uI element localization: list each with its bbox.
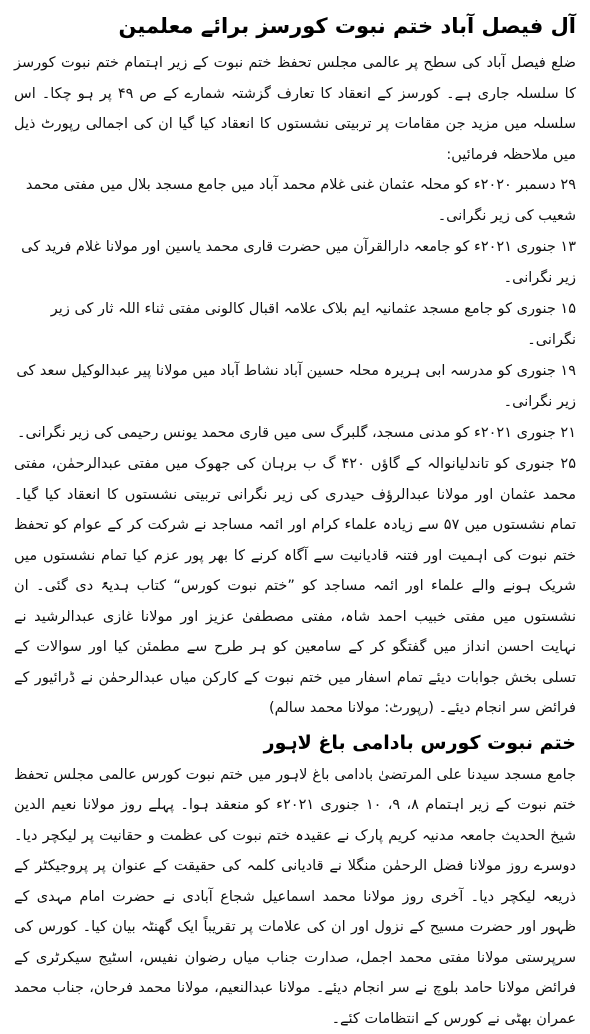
session-item: ۱۵ جنوری کو جامع مسجد عثمانیہ ایم بلاک علامہ اقبال کالونی مفتی ثناء اللہ ثار کی زیر نگرانی۔ (14, 294, 576, 356)
session-item: ۲۱ جنوری ۲۰۲۱ء کو مدنی مسجد، گلبرگ سی میں قاری محمد یونس رحیمی کی زیر نگرانی۔ (14, 418, 576, 449)
section-1-closing: ۲۵ جنوری کو تاندلیانوالہ کے گاؤں ۴۲۰ گ ب برہان کی جھوک میں مفتی عبدالرحمٰن، مفتی محمد عثمان اور مولانا عبدالرؤف حیدری کی زیر نگرانی تربیتی نشستوں کا انعقاد کیا گیا۔ تمام نشستوں میں ۵۷ سے زیادہ علماء کرام اور ائمہ مساجد نے شرکت کر کے عوام کو تحفظ ختم نبوت کی اہمیت اور فتنہ قادیانیت سے آگاہ کرنے کا بھر پور عزم کیا تمام نشستوں میں شریک ہونے والے علماء اور ائمہ مساجد کو ”ختم نبوت کورس“ کتاب ہدیۃً دی گئی۔ ان نشستوں میں مفتی خبیب احمد شاہ، مفتی مصطفیٰ عزیز اور مولانا غازی عبدالرشید نے نہایت احسن انداز میں گفتگو کر کے سامعین کو ہر طرح سے مطمئن کیا اور سوالات کے تسلی بخش جوابات دیئے تمام اسفار میں ختم نبوت کے کارکن میاں عبدالرحمٰن نے ڈرائیور کے فرائض سر انجام دیئے۔ (رپورٹ: مولانا محمد سالم) (14, 449, 576, 724)
section-2-title: ختم نبوت کورس بادامی باغ لاہور (14, 728, 576, 758)
session-item: ۱۳ جنوری ۲۰۲۱ء کو جامعہ دارالقرآن میں حضرت قاری محمد یاسین اور مولانا غلام فرید کی زیر نگرانی۔ (14, 232, 576, 294)
section-1-intro: ضلع فیصل آباد کی سطح پر عالمی مجلس تحفظ ختم نبوت کے زیر اہتمام ختم نبوت کورسز کا سلسلہ جاری ہے۔ کورسز کے انعقاد کا تعارف گزشتہ شمارے کے ص ۴۹ پر ہو چکا۔ اس سلسلہ میں مزید جن مقامات پر تربیتی نشستوں کا انعقاد کیا گیا ان کی اجمالی رپورٹ ذیل میں ملاحظہ فرمائیں: (14, 48, 576, 170)
session-list (14, 170, 576, 449)
section-2-body: جامع مسجد سیدنا علی المرتضیٰ بادامی باغ لاہور میں ختم نبوت کورس عالمی مجلس تحفظ ختم نبوت کے زیر اہتمام ۸، ۹، ۱۰ جنوری ۲۰۲۱ء کو منعقد ہوا۔ پہلے روز مولانا نعیم الدین شیخ الحدیث جامعہ مدنیہ کریم پارک نے عقیدہ ختم نبوت کی عظمت و حقانیت پر لیکچر دیا۔ دوسرے روز مولانا فضل الرحمٰن منگلا نے قادیانی کلمہ کی حقیقت کے عنوان پر پروجیکٹر کے ذریعہ لیکچر دیا۔ آخری روز مولانا محمد اسماعیل شجاع آبادی نے حضرت امام مہدی کے ظہور اور حضرت مسیح کے نزول اور ان کی علامات پر تقریباً ایک گھنٹہ بیان کیا۔ کورس کی سرپرستی مولانا مفتی محمد اجمل، صدارت جناب میاں رضوان نفیس، اسٹیج سیکرٹری کے فرائض مولانا حامد بلوچ نے سر انجام دیئے۔ مولانا عبدالنعیم، مولانا محمد فرحان، جناب محمد عمران بھٹی نے کورس کے انتظامات کئے۔ (14, 760, 576, 1034)
section-1-title: آل فیصل آباد ختم نبوت کورسز برائے معلمین (14, 6, 576, 46)
session-item: ۱۹ جنوری کو مدرسہ ابی ہریرہ محلہ حسین آباد نشاط آباد میں مولانا پیر عبدالوکیل سعد کی زیر نگرانی۔ (14, 356, 576, 418)
session-item: ۲۹ دسمبر ۲۰۲۰ء کو محلہ عثمان غنی غلام محمد آباد میں جامع مسجد بلال میں مفتی محمد شعیب کی زیر نگرانی۔ (14, 170, 576, 232)
